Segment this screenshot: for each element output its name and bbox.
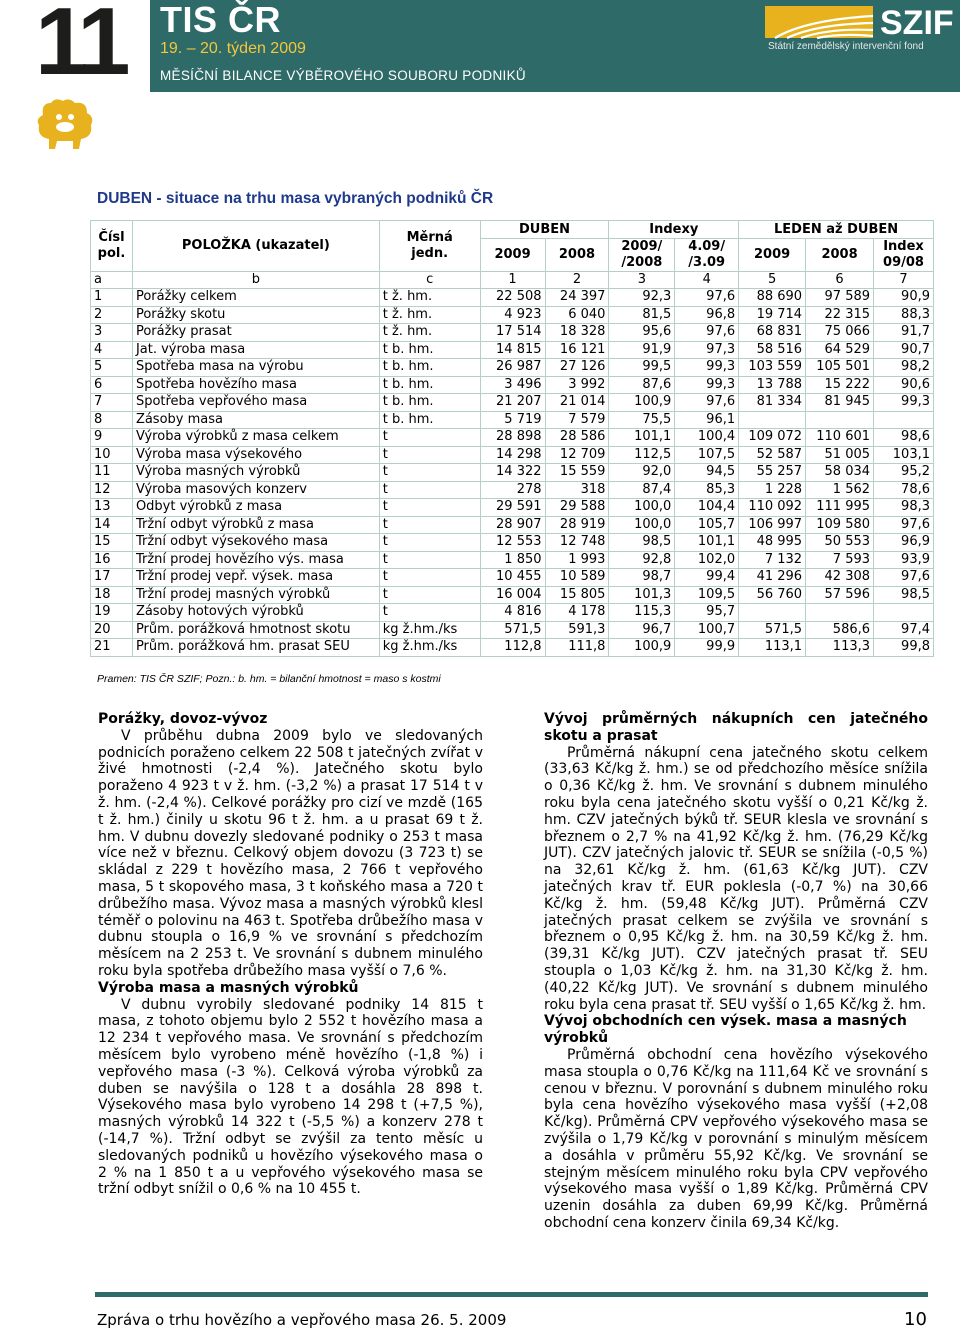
table-row — [91, 551, 934, 569]
org-name: Státní zemědělský intervenční fond — [768, 41, 924, 52]
value-2008-cell: 29 588 — [545, 499, 609, 517]
index-yoy-cell: 98,5 — [609, 534, 675, 552]
item-name-cell: Prům. porážková hm. prasat SEU — [132, 639, 379, 657]
cum-2009-cell: 13 788 — [739, 376, 806, 394]
right-text-column — [544, 711, 928, 1232]
index-yoy-cell: 81,5 — [609, 306, 675, 324]
cum-2009-cell — [739, 411, 806, 429]
footer-text: Zpráva o trhu hovězího a vepřového masa 26. 5. 2009 — [97, 1311, 507, 1329]
index-mom-cell: 102,0 — [675, 551, 739, 569]
value-2009-cell: 14 298 — [480, 446, 545, 464]
row-number-cell: 9 — [91, 429, 133, 447]
index-yoy-cell: 99,5 — [609, 359, 675, 377]
right-paragraph-2: Průměrná obchodní cena hovězího výsekového masa stoupla o 0,76 Kč/kg na 111,64 Kč ve srovnání s cenou v březnu. V porovnání s dubnem minulého roku byla cena hovězího výsekového masa vyšší (+2,08 Kč/kg). Průměrná CPV vepřového výsekového masa se zvýšila o 1,79 Kč/kg v porovnání s minulým měsícem a dosáhla v průměru 55,92 Kč/kg. Ve srovnání se stejným měsícem minulého roku byla CPV vepřového výsekového masa vyšší o 1,89 Kč/kg. Průměrná CPV uzenin dosáhla za duben 69,99 Kč/kg. Průměrná obchodní cena konzerv činila 69,34 Kč/kg. — [544, 1046, 928, 1231]
col-group-month: DUBEN — [480, 221, 609, 239]
index-mom-cell: 97,3 — [675, 341, 739, 359]
value-2008-cell: 16 121 — [545, 341, 609, 359]
right-heading-1: Vývoj průměrných nákupních cen jatečného skotu a prasat — [544, 711, 928, 744]
cum-2008-cell: 51 005 — [806, 446, 874, 464]
item-name-cell: Porážky prasat — [132, 324, 379, 342]
value-2008-cell: 18 328 — [545, 324, 609, 342]
table-row — [91, 324, 934, 342]
row-number-cell: 3 — [91, 324, 133, 342]
index-yoy-cell: 96,7 — [609, 621, 675, 639]
cum-index-cell: 97,6 — [874, 516, 934, 534]
table-row — [91, 446, 934, 464]
unit-cell: t — [379, 481, 480, 499]
col-header-2008: 2008 — [545, 238, 609, 271]
value-2008-cell: 10 589 — [545, 569, 609, 587]
index-mom-cell: 99,3 — [675, 376, 739, 394]
index-mom-cell: 100,4 — [675, 429, 739, 447]
cum-2008-cell: 64 529 — [806, 341, 874, 359]
unit-cell: t b. hm. — [379, 359, 480, 377]
row-number-cell: 1 — [91, 289, 133, 307]
value-2008-cell: 591,3 — [545, 621, 609, 639]
item-name-cell: Spotřeba masa na výrobu — [132, 359, 379, 377]
value-2008-cell: 15 805 — [545, 586, 609, 604]
item-name-cell: Jat. výroba masa — [132, 341, 379, 359]
value-2009-cell: 26 987 — [480, 359, 545, 377]
value-2009-cell: 4 816 — [480, 604, 545, 622]
cum-index-cell: 97,4 — [874, 621, 934, 639]
cum-2009-cell: 56 760 — [739, 586, 806, 604]
col-header-unit: Měrná jedn. — [379, 221, 480, 272]
index-mom-cell: 109,5 — [675, 586, 739, 604]
item-name-cell: Výroba masa výsekového — [132, 446, 379, 464]
row-number-cell: 7 — [91, 394, 133, 412]
row-number-cell: 15 — [91, 534, 133, 552]
letter-cell: 6 — [806, 271, 874, 289]
value-2009-cell: 10 455 — [480, 569, 545, 587]
col-header-2009: 2009 — [480, 238, 545, 271]
week-label: 19. – 20. týden 2009 — [160, 40, 306, 57]
cum-2008-cell: 81 945 — [806, 394, 874, 412]
unit-cell: t — [379, 569, 480, 587]
cum-index-cell: 99,3 — [874, 394, 934, 412]
letter-cell: b — [132, 271, 379, 289]
row-number-cell: 5 — [91, 359, 133, 377]
table-row — [91, 306, 934, 324]
section-title: DUBEN - situace na trhu masa vybraných podniků ČR — [97, 190, 494, 207]
index-mom-cell: 85,3 — [675, 481, 739, 499]
right-heading-2: Vývoj obchodních cen výsek. masa a masných výrobků — [544, 1013, 907, 1047]
index-mom-cell: 104,4 — [675, 499, 739, 517]
index-mom-cell: 96,1 — [675, 411, 739, 429]
index-mom-cell: 96,8 — [675, 306, 739, 324]
cum-index-cell: 95,2 — [874, 464, 934, 482]
market-table — [90, 220, 934, 657]
row-number-cell: 4 — [91, 341, 133, 359]
index-mom-cell: 94,5 — [675, 464, 739, 482]
value-2009-cell: 22 508 — [480, 289, 545, 307]
cum-2008-cell: 7 593 — [806, 551, 874, 569]
value-2009-cell: 571,5 — [480, 621, 545, 639]
index-yoy-cell: 92,8 — [609, 551, 675, 569]
cum-2008-cell: 42 308 — [806, 569, 874, 587]
unit-cell: t — [379, 446, 480, 464]
right-paragraph-1: Průměrná nákupní cena jatečného skotu celkem (33,63 Kč/kg ž. hm.) se od předchozího měsíce snížila o 0,36 Kč/kg ž. hm. Ve srovnání s dubnem minulého roku byla cena jatečného skotu vyšší o 0,21 Kč/kg ž. hm. CZV jatečných býků tř. SEUR klesla ve srovnání s březnem o 2,7 % na 41,92 Kč/kg ž. hm. (76,29 Kč/kg JUT). CZV jatečných jalovic tř. SEUR se snížila (-0,5 %) na 32,61 Kč/kg ž. hm. (61,63 Kč/kg JUT). CZV jatečných krav tř. EUR poklesla (-0,7 %) na 30,66 Kč/kg ž. hm. (59,48 Kč/kg JUT). Průměrná CZV jatečných prasat celkem se zvýšila ve srovnání s březnem o 0,95 Kč/kg ž. hm. na 30,59 Kč/kg ž. hm. (39,31 Kč/kg JUT). CZV jatečných prasat tř. SEU stoupla o 1,03 Kč/kg ž. hm. na 31,30 Kč/kg ž. hm. (40,22 Kč/kg JUT). Ve srovnání s dubnem minulého roku byla cena prasat tř. SEU vyšší o 1,65 Kč/kg ž. hm. — [544, 744, 928, 1013]
cum-index-cell — [874, 604, 934, 622]
index-yoy-cell: 115,3 — [609, 604, 675, 622]
row-number-cell: 17 — [91, 569, 133, 587]
cum-index-cell — [874, 411, 934, 429]
unit-cell: kg ž.hm./ks — [379, 639, 480, 657]
cum-index-cell: 91,7 — [874, 324, 934, 342]
row-number-cell: 16 — [91, 551, 133, 569]
item-name-cell: Tržní prodej vepř. výsek. masa — [132, 569, 379, 587]
unit-cell: t — [379, 604, 480, 622]
cum-2008-cell: 97 589 — [806, 289, 874, 307]
value-2009-cell: 4 923 — [480, 306, 545, 324]
cum-2009-cell: 106 997 — [739, 516, 806, 534]
letter-cell: 7 — [874, 271, 934, 289]
col-group-index: Indexy — [609, 221, 739, 239]
index-yoy-cell: 100,9 — [609, 394, 675, 412]
value-2008-cell: 27 126 — [545, 359, 609, 377]
cum-2009-cell — [739, 604, 806, 622]
table-row — [91, 586, 934, 604]
cum-2009-cell: 19 714 — [739, 306, 806, 324]
col-header-idx2: 4.09/ /3.09 — [675, 238, 739, 271]
unit-cell: t ž. hm. — [379, 306, 480, 324]
source-note: Pramen: TIS ČR SZIF; Pozn.: b. hm. = bilanční hmotnost = maso s kostmi — [97, 673, 441, 685]
org-logo-text: SZIF — [880, 4, 954, 42]
cum-index-cell: 93,9 — [874, 551, 934, 569]
value-2009-cell: 14 322 — [480, 464, 545, 482]
table-row — [91, 621, 934, 639]
cow-icon — [35, 95, 97, 153]
cum-2008-cell: 1 562 — [806, 481, 874, 499]
value-2008-cell: 12 709 — [545, 446, 609, 464]
value-2009-cell: 112,8 — [480, 639, 545, 657]
table-row — [91, 341, 934, 359]
unit-cell: t — [379, 429, 480, 447]
page-number: 10 — [904, 1309, 927, 1330]
value-2009-cell: 28 898 — [480, 429, 545, 447]
letter-cell: 3 — [609, 271, 675, 289]
index-yoy-cell: 87,4 — [609, 481, 675, 499]
unit-cell: t b. hm. — [379, 341, 480, 359]
value-2008-cell: 6 040 — [545, 306, 609, 324]
cum-index-cell: 96,9 — [874, 534, 934, 552]
item-name-cell: Zásoby masa — [132, 411, 379, 429]
index-mom-cell: 107,5 — [675, 446, 739, 464]
value-2009-cell: 16 004 — [480, 586, 545, 604]
cum-index-cell: 98,2 — [874, 359, 934, 377]
cum-2009-cell: 109 072 — [739, 429, 806, 447]
footer-rule — [95, 1292, 928, 1297]
unit-cell: t — [379, 534, 480, 552]
value-2008-cell: 111,8 — [545, 639, 609, 657]
table-row — [91, 394, 934, 412]
row-number-cell: 13 — [91, 499, 133, 517]
value-2008-cell: 1 993 — [545, 551, 609, 569]
cum-2009-cell: 55 257 — [739, 464, 806, 482]
left-heading-2: Výroba masa a masných výrobků — [98, 979, 359, 996]
cum-index-cell: 88,3 — [874, 306, 934, 324]
cum-index-cell: 103,1 — [874, 446, 934, 464]
left-text-column — [98, 711, 483, 1198]
cum-2008-cell: 50 553 — [806, 534, 874, 552]
letter-row — [91, 271, 934, 289]
table-header-row — [91, 221, 934, 239]
col-header-cum2009: 2009 — [739, 238, 806, 271]
left-paragraph-2: V dubnu vyrobily sledované podniky 14 815 t masa, z tohoto objemu bylo 2 552 t hovězího masa a 12 234 t vepřového masa. Ve srovnání s předchozím měsícem bylo vyrobeno méně hovězího (-1,8 %) i vepřového masa (-3 %). Celková výroba výrobků za duben se navýšila o 128 t a dosáhla 28 898 t. Výsekového masa bylo vyrobeno 14 298 t (+7,5 %), masných výrobků 14 322 t (-5,5 %) a konzerv 278 t (-14,7 %). Tržní odbyt se zvýšil za tento měsíc u sledovaných podniků u hovězího výsekového masa o 2 % na 1 850 t a u vepřového výsekového masa se tržní odbyt snížil o 0,6 % na 10 455 t. — [98, 996, 483, 1198]
index-yoy-cell: 92,0 — [609, 464, 675, 482]
row-number-cell: 11 — [91, 464, 133, 482]
letter-cell: a — [91, 271, 133, 289]
value-2009-cell: 12 553 — [480, 534, 545, 552]
cum-2009-cell: 52 587 — [739, 446, 806, 464]
index-yoy-cell: 100,9 — [609, 639, 675, 657]
value-2008-cell: 3 992 — [545, 376, 609, 394]
cum-2009-cell: 110 092 — [739, 499, 806, 517]
index-mom-cell: 95,7 — [675, 604, 739, 622]
index-yoy-cell: 95,6 — [609, 324, 675, 342]
index-yoy-cell: 87,6 — [609, 376, 675, 394]
cum-2009-cell: 571,5 — [739, 621, 806, 639]
index-mom-cell: 105,7 — [675, 516, 739, 534]
cum-2008-cell: 109 580 — [806, 516, 874, 534]
cum-2009-cell: 103 559 — [739, 359, 806, 377]
letter-cell: 5 — [739, 271, 806, 289]
table-row — [91, 376, 934, 394]
item-name-cell: Výroba výrobků z masa celkem — [132, 429, 379, 447]
col-header-num: Čísl pol. — [91, 221, 133, 272]
table-row — [91, 639, 934, 657]
table-row — [91, 464, 934, 482]
cum-index-cell: 78,6 — [874, 481, 934, 499]
value-2008-cell: 7 579 — [545, 411, 609, 429]
row-number-cell: 18 — [91, 586, 133, 604]
table-row — [91, 289, 934, 307]
unit-cell: t b. hm. — [379, 376, 480, 394]
index-yoy-cell: 91,9 — [609, 341, 675, 359]
cum-2008-cell — [806, 411, 874, 429]
value-2008-cell: 28 919 — [545, 516, 609, 534]
value-2009-cell: 17 514 — [480, 324, 545, 342]
value-2009-cell: 21 207 — [480, 394, 545, 412]
unit-cell: t ž. hm. — [379, 324, 480, 342]
index-yoy-cell: 100,0 — [609, 516, 675, 534]
row-number-cell: 6 — [91, 376, 133, 394]
item-name-cell: Tržní odbyt výsekového masa — [132, 534, 379, 552]
unit-cell: t — [379, 499, 480, 517]
index-mom-cell: 99,4 — [675, 569, 739, 587]
unit-cell: t — [379, 586, 480, 604]
index-yoy-cell: 92,3 — [609, 289, 675, 307]
item-name-cell: Zásoby hotových výrobků — [132, 604, 379, 622]
value-2008-cell: 12 748 — [545, 534, 609, 552]
cum-2008-cell: 110 601 — [806, 429, 874, 447]
unit-cell: t — [379, 551, 480, 569]
index-yoy-cell: 75,5 — [609, 411, 675, 429]
row-number-cell: 21 — [91, 639, 133, 657]
index-mom-cell: 100,7 — [675, 621, 739, 639]
index-mom-cell: 101,1 — [675, 534, 739, 552]
value-2009-cell: 278 — [480, 481, 545, 499]
index-mom-cell: 99,3 — [675, 359, 739, 377]
table-row — [91, 569, 934, 587]
cum-2008-cell: 586,6 — [806, 621, 874, 639]
cum-2009-cell: 68 831 — [739, 324, 806, 342]
col-header-cum-idx: Index 09/08 — [874, 238, 934, 271]
cum-2008-cell: 113,3 — [806, 639, 874, 657]
cum-2008-cell — [806, 604, 874, 622]
item-name-cell: Tržní prodej hovězího výs. masa — [132, 551, 379, 569]
index-mom-cell: 97,6 — [675, 324, 739, 342]
index-yoy-cell: 100,0 — [609, 499, 675, 517]
cum-index-cell: 90,6 — [874, 376, 934, 394]
cum-2009-cell: 113,1 — [739, 639, 806, 657]
cum-index-cell: 99,8 — [874, 639, 934, 657]
value-2008-cell: 28 586 — [545, 429, 609, 447]
item-name-cell: Odbyt výrobků z masa — [132, 499, 379, 517]
cum-2008-cell: 22 315 — [806, 306, 874, 324]
table-row — [91, 411, 934, 429]
index-yoy-cell: 98,7 — [609, 569, 675, 587]
letter-cell: 2 — [545, 271, 609, 289]
unit-cell: t ž. hm. — [379, 289, 480, 307]
value-2008-cell: 15 559 — [545, 464, 609, 482]
letter-cell: 1 — [480, 271, 545, 289]
cum-2009-cell: 48 995 — [739, 534, 806, 552]
row-number-cell: 20 — [91, 621, 133, 639]
cum-index-cell: 90,9 — [874, 289, 934, 307]
row-number-cell: 2 — [91, 306, 133, 324]
cum-2008-cell: 58 034 — [806, 464, 874, 482]
unit-cell: t b. hm. — [379, 394, 480, 412]
table-row — [91, 359, 934, 377]
cum-index-cell: 98,3 — [874, 499, 934, 517]
item-name-cell: Tržní prodej masných výrobků — [132, 586, 379, 604]
col-group-cum: LEDEN až DUBEN — [739, 221, 934, 239]
row-number-cell: 12 — [91, 481, 133, 499]
unit-cell: kg ž.hm./ks — [379, 621, 480, 639]
cum-2008-cell: 111 995 — [806, 499, 874, 517]
letter-cell: c — [379, 271, 480, 289]
row-number-cell: 10 — [91, 446, 133, 464]
cum-2008-cell: 57 596 — [806, 586, 874, 604]
table-row — [91, 534, 934, 552]
row-number-cell: 19 — [91, 604, 133, 622]
index-mom-cell: 97,6 — [675, 394, 739, 412]
item-name-cell: Tržní odbyt výrobků z masa — [132, 516, 379, 534]
row-number-cell: 14 — [91, 516, 133, 534]
item-name-cell: Výroba masných výrobků — [132, 464, 379, 482]
table-row — [91, 429, 934, 447]
cum-2008-cell: 105 501 — [806, 359, 874, 377]
item-name-cell: Výroba masových konzerv — [132, 481, 379, 499]
cum-2009-cell: 41 296 — [739, 569, 806, 587]
value-2009-cell: 3 496 — [480, 376, 545, 394]
cum-2008-cell: 75 066 — [806, 324, 874, 342]
cum-index-cell: 98,6 — [874, 429, 934, 447]
index-yoy-cell: 112,5 — [609, 446, 675, 464]
table-row — [91, 516, 934, 534]
table-row — [91, 499, 934, 517]
value-2008-cell: 24 397 — [545, 289, 609, 307]
header-subtitle: MĚSÍČNÍ BILANCE VÝBĚROVÉHO SOUBORU PODNIKŮ — [160, 68, 526, 83]
letter-cell: 4 — [675, 271, 739, 289]
item-name-cell: Spotřeba vepřového masa — [132, 394, 379, 412]
row-number-cell: 8 — [91, 411, 133, 429]
left-paragraph-1: V průběhu dubna 2009 bylo ve sledovaných podnicích poraženo celkem 22 508 t jatečných zvířat v živé hmotnosti (-2,4 %). Jatečného skotu bylo poraženo 4 923 t v ž. hm. (-3,2 %) a prasat 17 514 t v ž. hm. (-2,4 %). Celkové porážky pro cizí ve mzdě (165 t ž. hm.) činily u skotu 96 t ž. hm. a u prasat 69 t ž. hm. V dubnu dovezly sledované podniky o 253 t masa více než v březnu. Celkový objem dovozu (3 723 t) se skládal z 229 t hovězího masa, 2 766 t vepřového masa, 5 t skopového masa, 3 t koňského masa a 720 t drůbežího masa. Vývoz masa a masných výrobků klesl téměř o polovinu na 463 t. Spotřeba drůbežího masa v dubnu stoupla o 16,9 % ve srovnání s předchozím měsícem na 2 253 t. Ve srovnání s dubnem minulého roku byla spotřeba drůbežího masa vyšší o 7,6 %. — [98, 727, 483, 979]
index-mom-cell: 97,6 — [675, 289, 739, 307]
cum-2009-cell: 58 516 — [739, 341, 806, 359]
brand-title: TIS ČR — [160, 0, 282, 40]
cum-2009-cell: 81 334 — [739, 394, 806, 412]
page-header — [0, 0, 960, 95]
value-2009-cell: 29 591 — [480, 499, 545, 517]
unit-cell: t b. hm. — [379, 411, 480, 429]
cum-index-cell: 97,6 — [874, 569, 934, 587]
unit-cell: t — [379, 516, 480, 534]
table-row — [91, 481, 934, 499]
cum-index-cell: 90,7 — [874, 341, 934, 359]
value-2009-cell: 5 719 — [480, 411, 545, 429]
cum-index-cell: 98,5 — [874, 586, 934, 604]
szif-logo-icon — [765, 6, 875, 40]
cum-2009-cell: 7 132 — [739, 551, 806, 569]
col-header-cum2008: 2008 — [806, 238, 874, 271]
index-mom-cell: 99,9 — [675, 639, 739, 657]
value-2009-cell: 28 907 — [480, 516, 545, 534]
col-header-item: POLOŽKA (ukazatel) — [132, 221, 379, 272]
item-name-cell: Porážky celkem — [132, 289, 379, 307]
cum-2009-cell: 88 690 — [739, 289, 806, 307]
value-2008-cell: 4 178 — [545, 604, 609, 622]
issue-number: 11 — [35, 0, 125, 95]
index-yoy-cell: 101,1 — [609, 429, 675, 447]
index-yoy-cell: 101,3 — [609, 586, 675, 604]
table-row — [91, 604, 934, 622]
col-header-idx1: 2009/ /2008 — [609, 238, 675, 271]
left-heading-1: Porážky, dovoz-vývoz — [98, 711, 268, 727]
value-2008-cell: 318 — [545, 481, 609, 499]
value-2009-cell: 14 815 — [480, 341, 545, 359]
item-name-cell: Porážky skotu — [132, 306, 379, 324]
value-2009-cell: 1 850 — [480, 551, 545, 569]
item-name-cell: Spotřeba hovězího masa — [132, 376, 379, 394]
cum-2008-cell: 15 222 — [806, 376, 874, 394]
value-2008-cell: 21 014 — [545, 394, 609, 412]
unit-cell: t — [379, 464, 480, 482]
cum-2009-cell: 1 228 — [739, 481, 806, 499]
item-name-cell: Prům. porážková hmotnost skotu — [132, 621, 379, 639]
